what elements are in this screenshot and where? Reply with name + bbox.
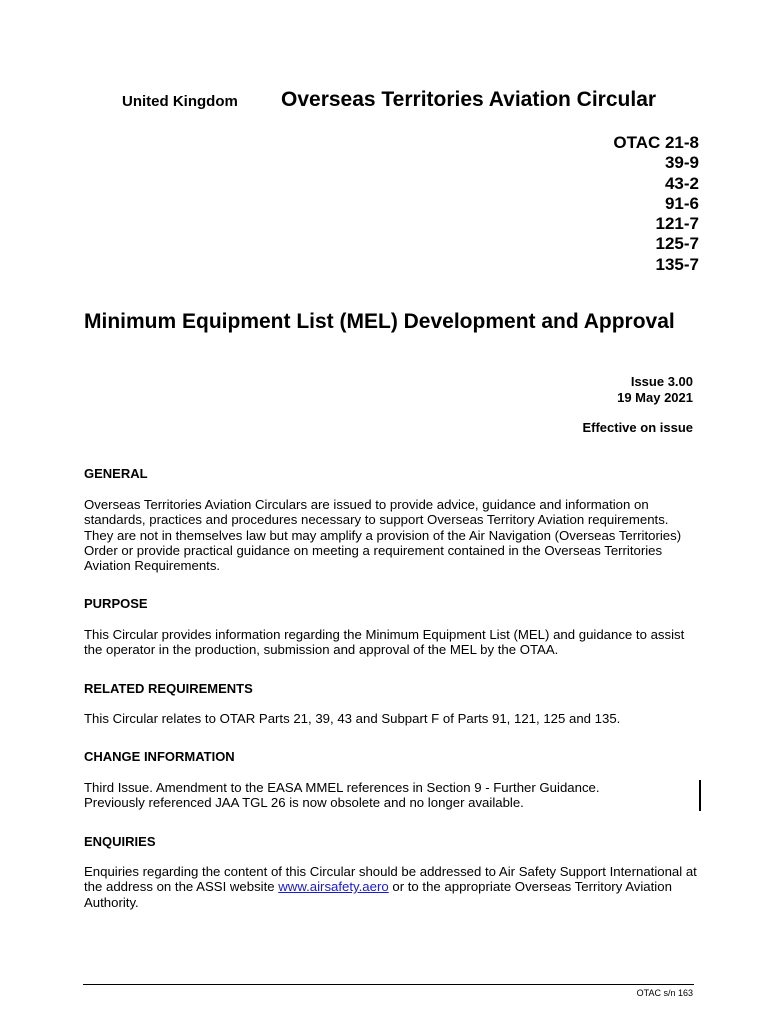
otac-number: 135-7 [655, 254, 699, 274]
issue-date: 19 May 2021 [617, 389, 693, 405]
section-heading-enquiries: ENQUIRIES [84, 834, 156, 849]
enquiries-text-before: Enquiries regarding the content of this Circular should be addressed to Air Safety Support International at the address on the ASSI website [84, 864, 697, 895]
section-body-enquiries [84, 864, 700, 910]
otac-number-list [613, 133, 699, 275]
change-line-2: Previously referenced JAA TGL 26 is now obsolete and no longer available. [84, 795, 524, 811]
section-heading-change: CHANGE INFORMATION [84, 749, 235, 764]
footer-serial: OTAC s/n 163 [636, 988, 693, 998]
otac-number: 39-9 [664, 153, 699, 173]
issue-number: Issue 3.00 [630, 374, 693, 389]
issue-block [617, 374, 693, 405]
section-body-general: Overseas Territories Aviation Circulars are issued to provide advice, guidance and information on standards, practices and procedures necessary to support Overseas Territory Aviation requirements. They are not in themselves law but may amplify a provision of the Air Navigation (Overseas Territories) Order or provide practical guidance on meeting a requirement contained in the Overseas Territories Aviation Requirements. [84, 497, 682, 574]
effective-note: Effective on issue [582, 420, 693, 435]
section-body-purpose: This Circular provides information regarding the Minimum Equipment List (MEL) and guidance to assist the operator in the production, submission and approval of the MEL by the OTAA. [84, 627, 685, 658]
document-title: Minimum Equipment List (MEL) Development and Approval [84, 310, 675, 333]
otac-number: OTAC 21-8 [613, 133, 699, 152]
change-line-1: Third Issue. Amendment to the EASA MMEL references in Section 9 - Further Guidance. [84, 780, 600, 795]
footer-rule [83, 984, 694, 985]
section-heading-related: RELATED REQUIREMENTS [84, 681, 253, 696]
section-body-related: This Circular relates to OTAR Parts 21, 39, 43 and Subpart F of Parts 91, 121, 125 and 135. [84, 711, 621, 726]
otac-number: 43-2 [664, 173, 699, 193]
otac-number: 91-6 [664, 193, 699, 213]
change-bar [699, 780, 701, 811]
otac-number: 121-7 [655, 214, 699, 234]
assi-website-link[interactable]: www.airsafety.aero [278, 879, 389, 895]
header-country: United Kingdom [122, 93, 238, 110]
header-title: Overseas Territories Aviation Circular [281, 88, 657, 111]
enquiries-text-after: or to the appropriate Overseas Territory Aviation Authority. [84, 879, 672, 910]
section-heading-purpose: PURPOSE [84, 596, 148, 611]
section-heading-general: GENERAL [84, 466, 148, 481]
section-body-change [84, 780, 700, 811]
otac-number: 125-7 [655, 234, 699, 254]
